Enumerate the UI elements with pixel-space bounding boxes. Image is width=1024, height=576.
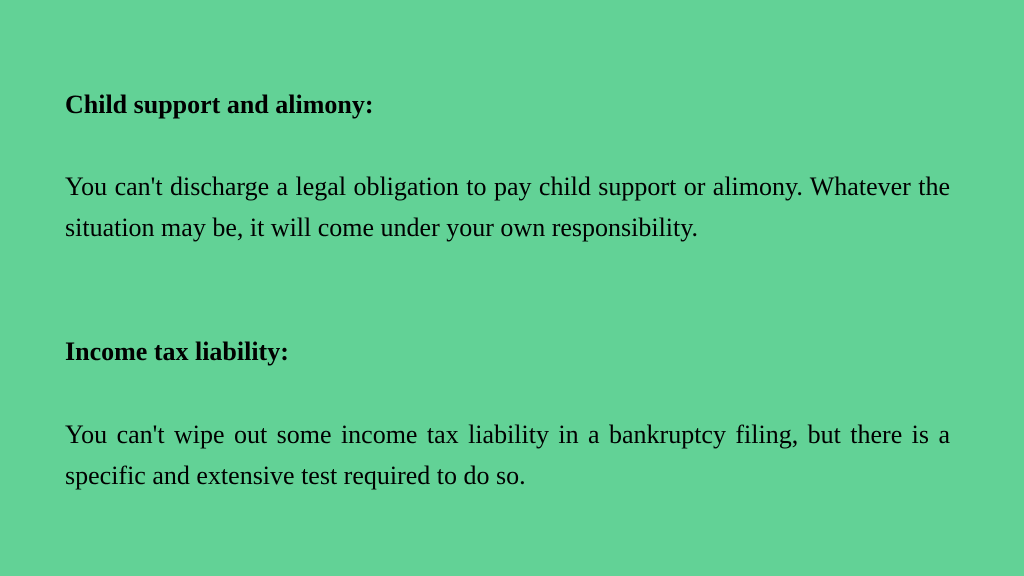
section-heading-child-support: Child support and alimony: [65, 90, 374, 119]
section-body-income-tax: You can't wipe out some income tax liability in a bankruptcy filing, but there is a specific and extensive test required to do so. [65, 420, 950, 490]
section-heading-income-tax: Income tax liability: [65, 337, 289, 366]
section-body-child-support: You can't discharge a legal obligation to pay child support or alimony. Whatever the situation may be, it will come under your own responsibility. [65, 172, 950, 242]
